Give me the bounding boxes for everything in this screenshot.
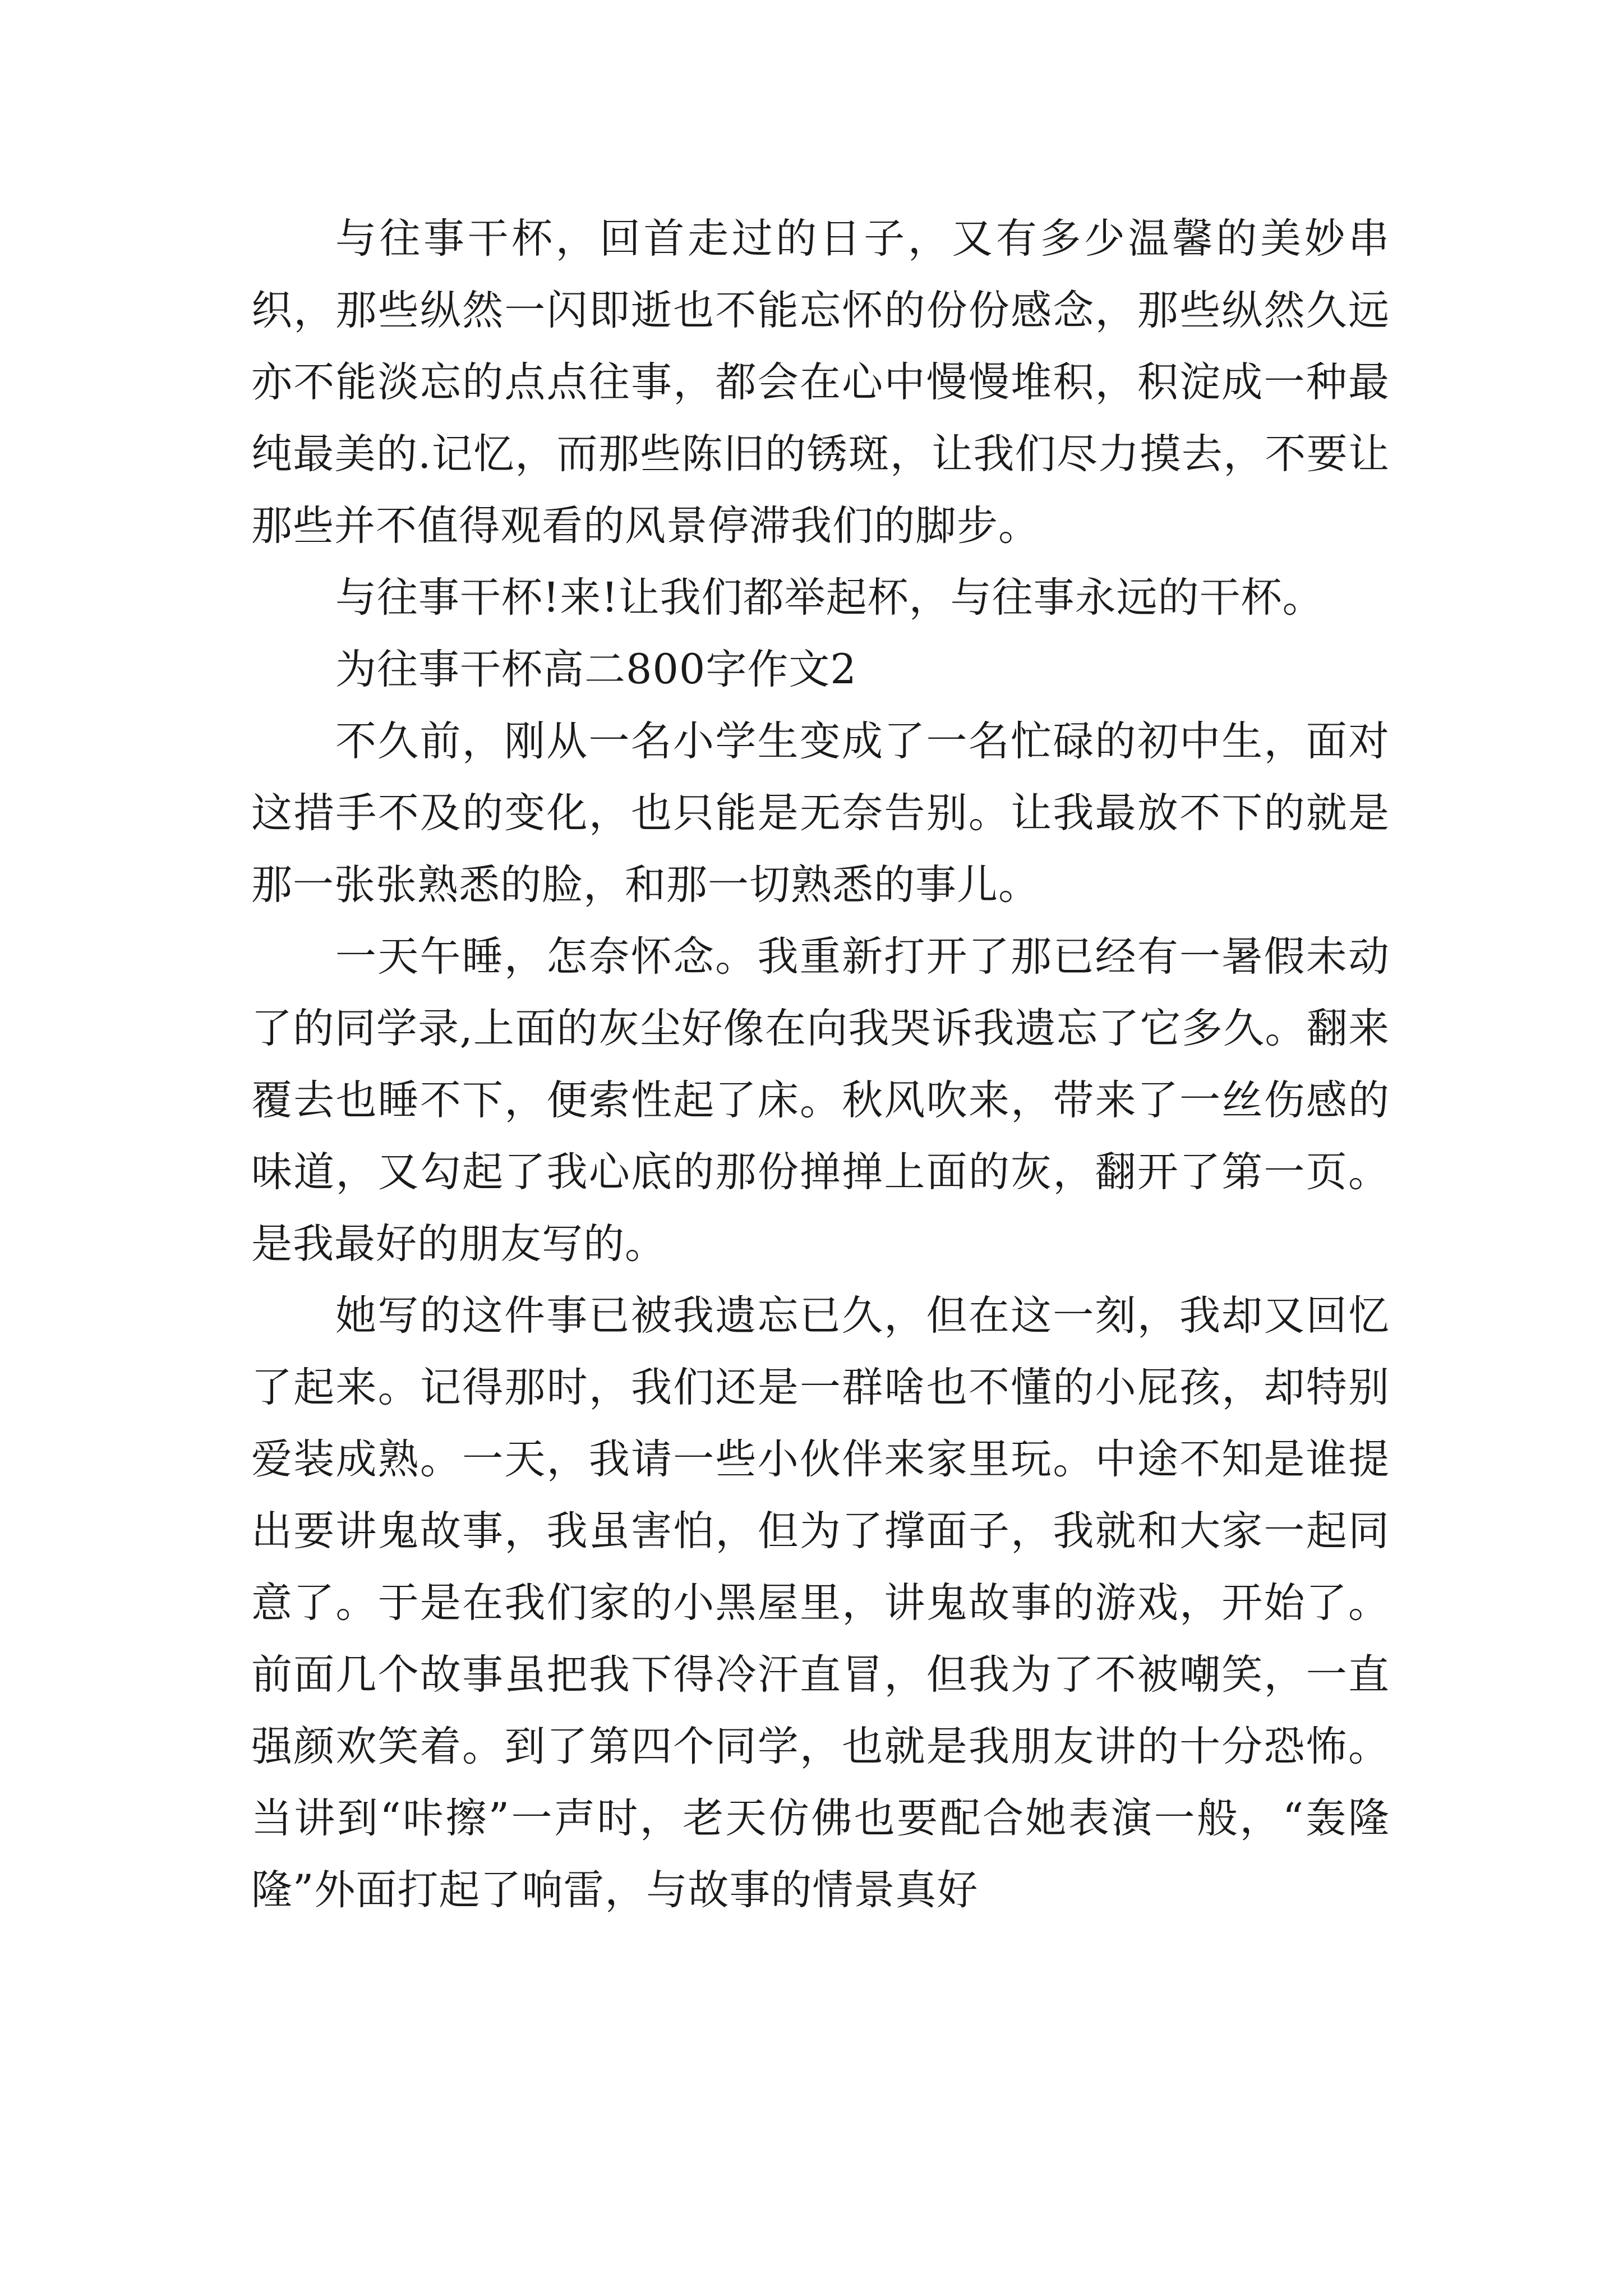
essay-body — [251, 203, 1390, 1926]
paragraph-1: 与往事干杯，回首走过的日子，又有多少温馨的美妙串织，那些纵然一闪即逝也不能忘怀的份份感念，那些纵然久远亦不能淡忘的点点往事，都会在心中慢慢堆积，积淀成一种最纯最美的.记忆，而那些陈旧的锈斑，让我们尽力摸去，不要让那些并不值得观看的风景停滞我们的脚步。 — [251, 215, 1390, 550]
paragraph-5: 她写的这件事已被我遗忘已久，但在这一刻，我却又回忆了起来。记得那时，我们还是一群啥也不懂的小屁孩，却特别爱装成熟。一天，我请一些小伙伴来家里玩。中途不知是谁提出要讲鬼故事，我虽害怕，但为了撑面子，我就和大家一起同意了。于是在我们家的小黑屋里，讲鬼故事的游戏，开始了。前面几个故事虽把我下得冷汗直冒，但我为了不被嘲笑，一直强颜欢笑着。到了第四个同学，也就是我朋友讲的十分恐怖。当讲到“咔擦”一声时，老天仿佛也要配合她表演一般，“轰隆隆”外面打起了响雷，与故事的情景真好 — [251, 1292, 1390, 1914]
paragraph-4: 一天午睡，怎奈怀念。我重新打开了那已经有一暑假未动了的同学录,上面的灰尘好像在向我哭诉我遗忘了它多久。翻来覆去也睡不下，便索性起了床。秋风吹来，带来了一丝伤感的味道，又勾起了我心底的那份掸掸上面的灰，翻开了第一页。是我最好的朋友写的。 — [251, 933, 1390, 1268]
section-heading: 为往事干杯高二800字作文2 — [335, 646, 857, 693]
paragraph-3: 不久前，刚从一名小学生变成了一名忙碌的初中生，面对这措手不及的变化，也只能是无奈告别。让我最放不下的就是那一张张熟悉的脸，和那一切熟悉的事儿。 — [251, 717, 1390, 909]
paragraph-2: 与往事干杯!来!让我们都举起杯，与往事永远的干杯。 — [335, 574, 1324, 622]
